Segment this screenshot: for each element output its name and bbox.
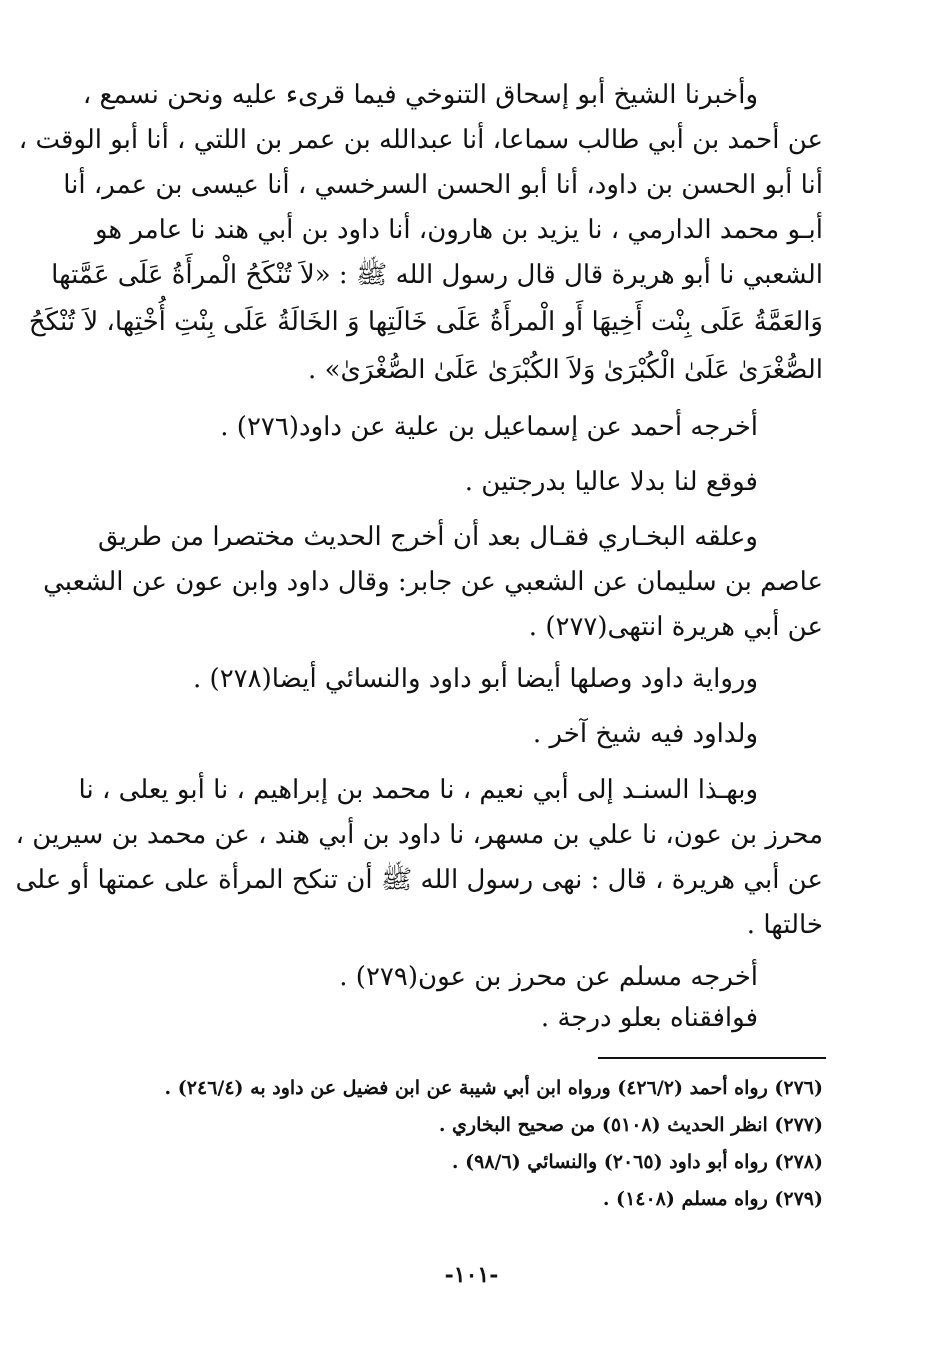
paragraph-1-line-6: وَالعَمَّةُ عَلَى بِنْت أَخِيهَا أَو الْمرأَةُ عَلَى خَالَتِها وَ الخَالَةُ عَلَى بِنْتِ أُخْتِها، لاَ تُنْكَحُ	[28, 307, 823, 337]
paragraph-7-line-3: عن أبي هريرة ، قال : نهى رسول الله ﷺ أن تنكح المرأة على عمتها أو على	[15, 865, 823, 895]
paragraph-1-line-1: وأخبرنا الشيخ أبو إسحاق التنوخي فيما قرىء عليه ونحن نسمع ،	[82, 80, 758, 110]
paragraph-3: فوقع لنا بدلا عاليا بدرجتين .	[464, 467, 758, 497]
paragraph-2: أخرجه أحمد عن إسماعيل بن علية عن داود(٢٧٦) .	[220, 412, 758, 442]
page-number: -١٠١-	[444, 1262, 499, 1288]
paragraph-7-line-2: محرز بن عون، نا علي بن مسهر، نا داود بن أبي هند ، عن محمد بن سيرين ،	[15, 820, 823, 850]
paragraph-5: ورواية داود وصلها أيضا أبو داود والنسائي أيضا(٢٧٨) .	[193, 664, 758, 694]
footnote-278: (٢٧٨) رواه أبو داود (٢٠٦٥) والنسائي (٩٨/٦) .	[451, 1151, 823, 1173]
paragraph-7-line-1: وبهـذا السنـد إلى أبي نعيم ، نا محمد بن إبراهيم ، نا أبو يعلى ، نا	[78, 775, 758, 805]
paragraph-1-line-2: عن أحمد بن أبي طالب سماعا، أنا عبدالله بن عمر بن اللتي ، أنا أبو الوقت ،	[18, 125, 823, 155]
paragraph-4-line-3: عن أبي هريرة انتهى(٢٧٧) .	[528, 612, 823, 642]
paragraph-1-line-7: الصُّغْرَىٰ عَلَىٰ الْكُبْرَىٰ وَلاَ الكُبْرَىٰ عَلَىٰ الصُّغْرَىٰ» .	[308, 355, 823, 385]
footnote-separator	[598, 1057, 826, 1059]
paragraph-9: فوافقناه بعلو درجة .	[540, 1003, 758, 1033]
paragraph-1-line-5: الشعبي نا أبو هريرة قال قال رسول الله ﷺ : «لاَ تُنْكَحُ الْمرأَةُ عَلَى عَمَّتها	[51, 260, 823, 290]
footnote-276: (٢٧٦) رواه أحمد (٤٢٦/٢) ورواه ابن أبي شيبة عن ابن فضيل عن داود به (٢٤٦/٤) .	[164, 1077, 823, 1099]
footnote-277: (٢٧٧) انظر الحديث (٥١٠٨) من صحيح البخاري .	[438, 1114, 823, 1136]
paragraph-1-line-3: أنا أبو الحسن بن داود، أنا أبو الحسن السرخسي ، أنا عيسى بن عمر، أنا	[63, 170, 823, 200]
paragraph-7-line-4: خالتها .	[746, 910, 823, 940]
footnote-279: (٢٧٩) رواه مسلم (١٤٠٨) .	[602, 1188, 823, 1210]
paragraph-4-line-1: وعلقه البخـاري فقـال بعد أن أخرج الحديث مختصرا من طريق	[98, 522, 758, 552]
paragraph-1-line-4: أبـو محمد الدارمي ، نا يزيد بن هارون، أنا داود بن أبي هند نا عامر هو	[95, 215, 823, 245]
paragraph-8: أخرجه مسلم عن محرز بن عون(٢٧٩) .	[339, 962, 758, 992]
paragraph-4-line-2: عاصم بن سليمان عن الشعبي عن جابر: وقال داود وابن عون عن الشعبي	[43, 567, 823, 597]
paragraph-6: ولداود فيه شيخ آخر .	[532, 719, 758, 749]
